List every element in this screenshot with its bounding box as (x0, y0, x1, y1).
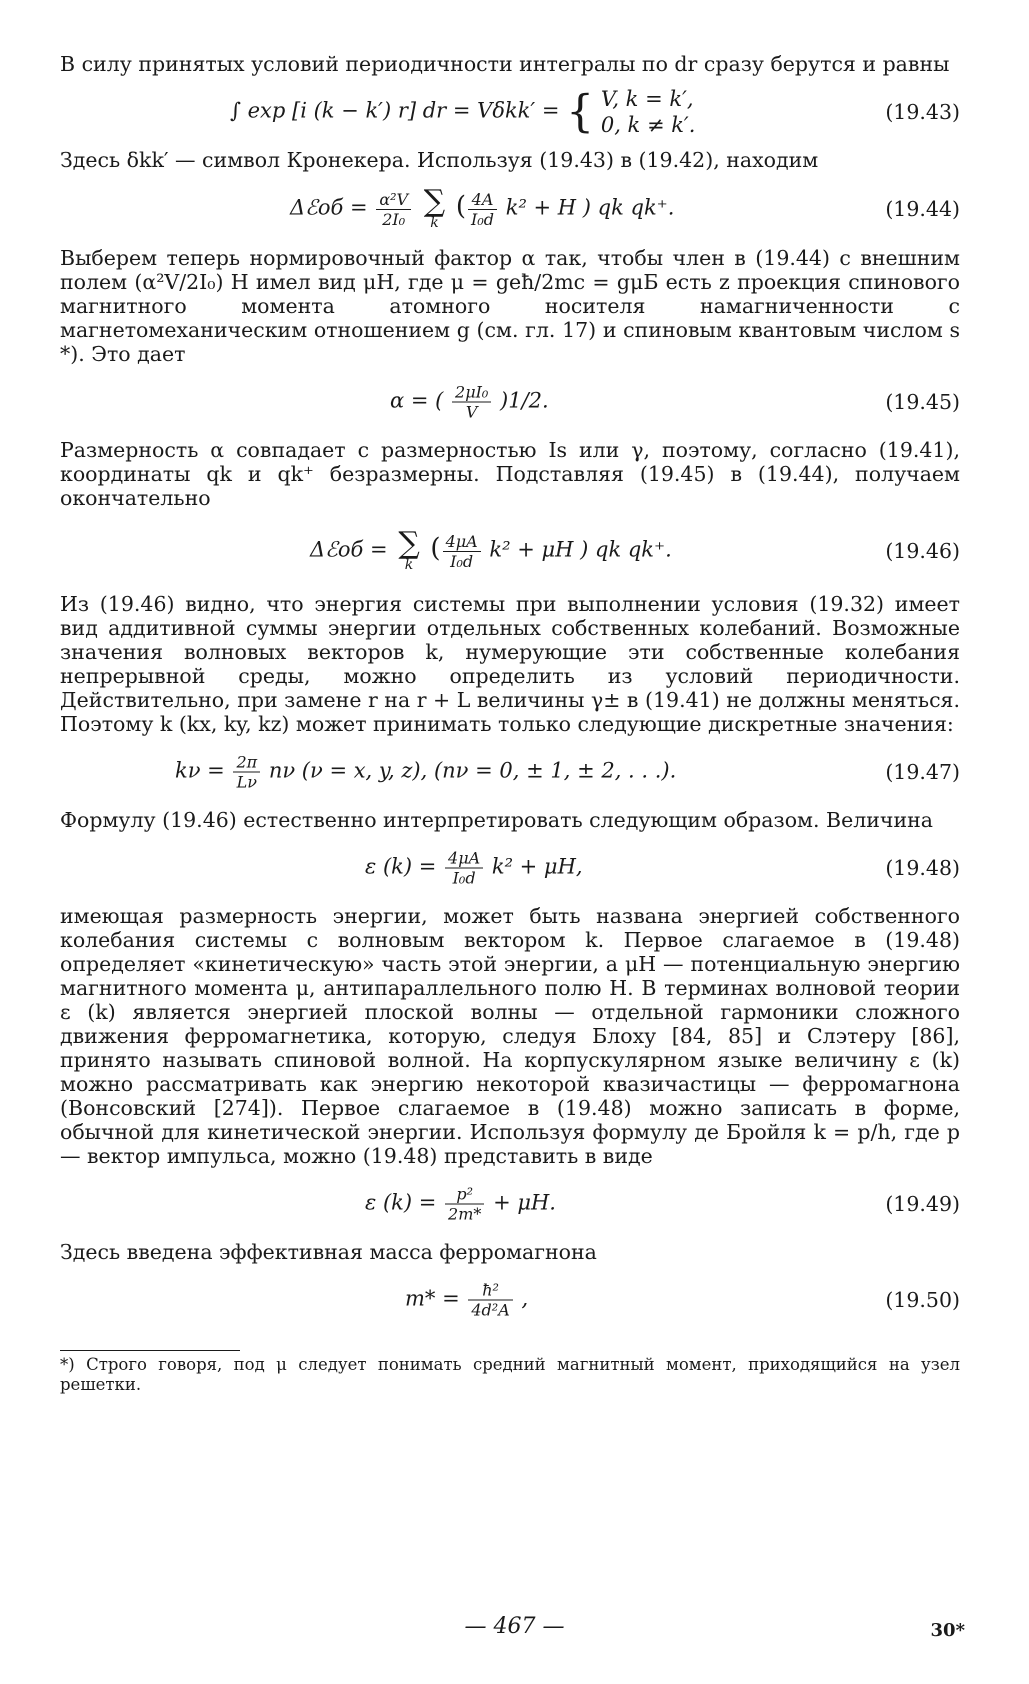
eq47-rest: nν (ν = x, y, z), (nν = 0, ± 1, ± 2, . . .). (268, 758, 677, 783)
eq46-rest: k² + μH ) qk qk⁺. (489, 537, 672, 562)
paragraph-4: Размерность α совпадает с размерностью Is или γ, поэтому, согласно (19.41), координаты qk и qk⁺ безразмерны. Подставляя (19.45) в (19.44), получаем окончательно (60, 438, 960, 510)
paragraph-6: Формулу (19.46) естественно интерпретировать следующим образом. Величина (60, 808, 934, 832)
equation-19-44: Δℰоб = $\frac{\text{α²V}}{\text{2I₀}}$ ∑ k ( $\frac{4A}{\text{I₀d}}$ k² + H ) qk qk⁺. (19.44) (290, 184, 960, 231)
eq43-case2: 0, k ≠ k′. (600, 113, 696, 137)
paragraph-8: Здесь введена эффективная масса ферромагнона (60, 1240, 597, 1264)
paragraph-5: Из (19.46) видно, что энергия системы при выполнении условия (19.32) имеет вид аддитивной суммы энергии отдельных собственных колебаний. Возможные значения волновых векторов k, нумерующие эти собственные колебания непрерывной среды, можно определить из условий периодичности. Действительно, при замене r на r + L величины γ± в (19.41) не должны меняться. Поэтому k (kx, ky, kz) может принимать только следующие дискретные значения: (60, 592, 960, 736)
equation-19-50 (60, 1270, 960, 1330)
eq48-fraction: $\frac{4\mu A}{\text{I₀d}}$ (445, 849, 483, 888)
eq44-fraction: $\frac{\text{α²V}}{\text{2I₀}}$ (376, 190, 411, 229)
eq50-fraction: $\frac{\text{ħ²}}{\text{4d²A}}$ (468, 1281, 512, 1320)
eq50-number: (19.50) (885, 1288, 960, 1312)
equation-19-49 (60, 1174, 960, 1234)
eq45-number: (19.45) (885, 390, 960, 414)
paragraph-2: Здесь δkk′ — символ Кронекера. Используя (19.43) в (19.42), находим (60, 148, 819, 172)
eq45-fraction: $\frac{\text{2μI₀}}{V}$ (452, 383, 491, 422)
equation-19-45 (60, 372, 960, 432)
equation-19-47 (60, 742, 960, 802)
eq45-rest: )1/2. (500, 388, 549, 413)
eq43-case1: V, k = k′, (600, 87, 694, 111)
paragraph-1: В силу принятых условий периодичности интегралы по dr сразу берутся и равны (60, 52, 950, 76)
paragraph-7: имеющая размерность энергии, может быть названа энергией собственного колебания системы с волновым вектором k. Первое слагаемое в (19.48) определяет «кинетическую» часть этой энергии, а μH — потенциальную энергию магнитного момента μ, антипараллельного полю H. В терминах волновой теории ε (k) является энергией плоской волны — отдельной гармоники сложного движения ферромагнетика, которую, следуя Блоху [84, 85] и Слэтеру [86], принято называть спиновой волной. На корпускулярном языке величину ε (k) можно рассматривать как энергию некоторой квазичастицы — ферромагнона (Вонсовский [274]). Первое слагаемое в (19.48) можно записать в форме, обычной для кинетической энергии. Используя формулу де Бройля k = p/h, где p — вектор импульса, можно (19.48) представить в виде (60, 904, 960, 1168)
eq46-number: (19.46) (885, 539, 960, 563)
eq50-lhs: m* = (405, 1286, 460, 1311)
eq44-sum: ∑ k (423, 184, 446, 231)
eq50-rest: , (521, 1286, 529, 1311)
equation-19-48 (60, 838, 960, 898)
eq46-sum: ∑ k (398, 526, 420, 573)
paragraph-3: Выберем теперь нормировочный фактор α так, чтобы член в (19.44) с внешним полем (α²V/2I₀) H имел вид μH, где μ = geħ/2mc = gμБ есть z проекция спинового магнитного момента атомного носителя намагниченности с магнетомеханическим отношением g (см. гл. 17) и спиновым квантовым числом s *). Это дает (60, 246, 960, 366)
eq45-lhs: α = ( (390, 388, 444, 413)
page-body (60, 52, 960, 1395)
eq47-lhs: kν = (175, 758, 225, 783)
eq44-inner-fraction: $\frac{4A}{\text{I₀d}}$ (468, 190, 497, 229)
eq49-number: (19.49) (885, 1192, 960, 1216)
eq48-rest: k² + μH, (491, 854, 583, 879)
eq46-fraction: $\frac{4\mu A}{\text{I₀d}}$ (443, 532, 481, 571)
eq43-lhs: ∫ exp [i (k − k′) r] dr = Vδkk′ = (230, 98, 560, 123)
eq44-number: (19.44) (885, 197, 960, 221)
eq44-rest: k² + H ) qk qk⁺. (505, 195, 675, 220)
eq49-fraction: $\frac{\text{p²}}{2m*}$ (445, 1185, 484, 1224)
eq43-number: (19.43) (885, 100, 960, 124)
equation-19-46: Δℰоб = ∑ k ( $\frac{4\mu A}{\text{I₀d}}$ k² + μH ) qk qk⁺. (19.46) (310, 526, 960, 573)
eq49-lhs: ε (k) = (365, 1190, 437, 1215)
footnote: *) Строго говоря, под μ следует понимать средний магнитный момент, приходящийся на узел решетки. (60, 1355, 960, 1394)
equation-19-43: ∫ exp [i (k − k′) r] dr = Vδkk′ = { V, k = k′, 0, k ≠ k′. (19.43) (230, 86, 960, 138)
eq48-number: (19.48) (885, 856, 960, 880)
eq44-lhs: Δℰоб = (290, 195, 368, 220)
signature-mark: 30* (930, 1620, 965, 1641)
footnote-rule (60, 1350, 240, 1351)
eq47-number: (19.47) (885, 760, 960, 784)
eq48-lhs: ε (k) = (365, 854, 437, 879)
page-number: — 467 — (464, 1614, 565, 1639)
eq47-fraction: $\frac{2\pi}{L\nu}$ (233, 753, 260, 792)
eq49-rest: + μH. (493, 1190, 556, 1215)
eq46-lhs: Δℰоб = (310, 537, 388, 562)
